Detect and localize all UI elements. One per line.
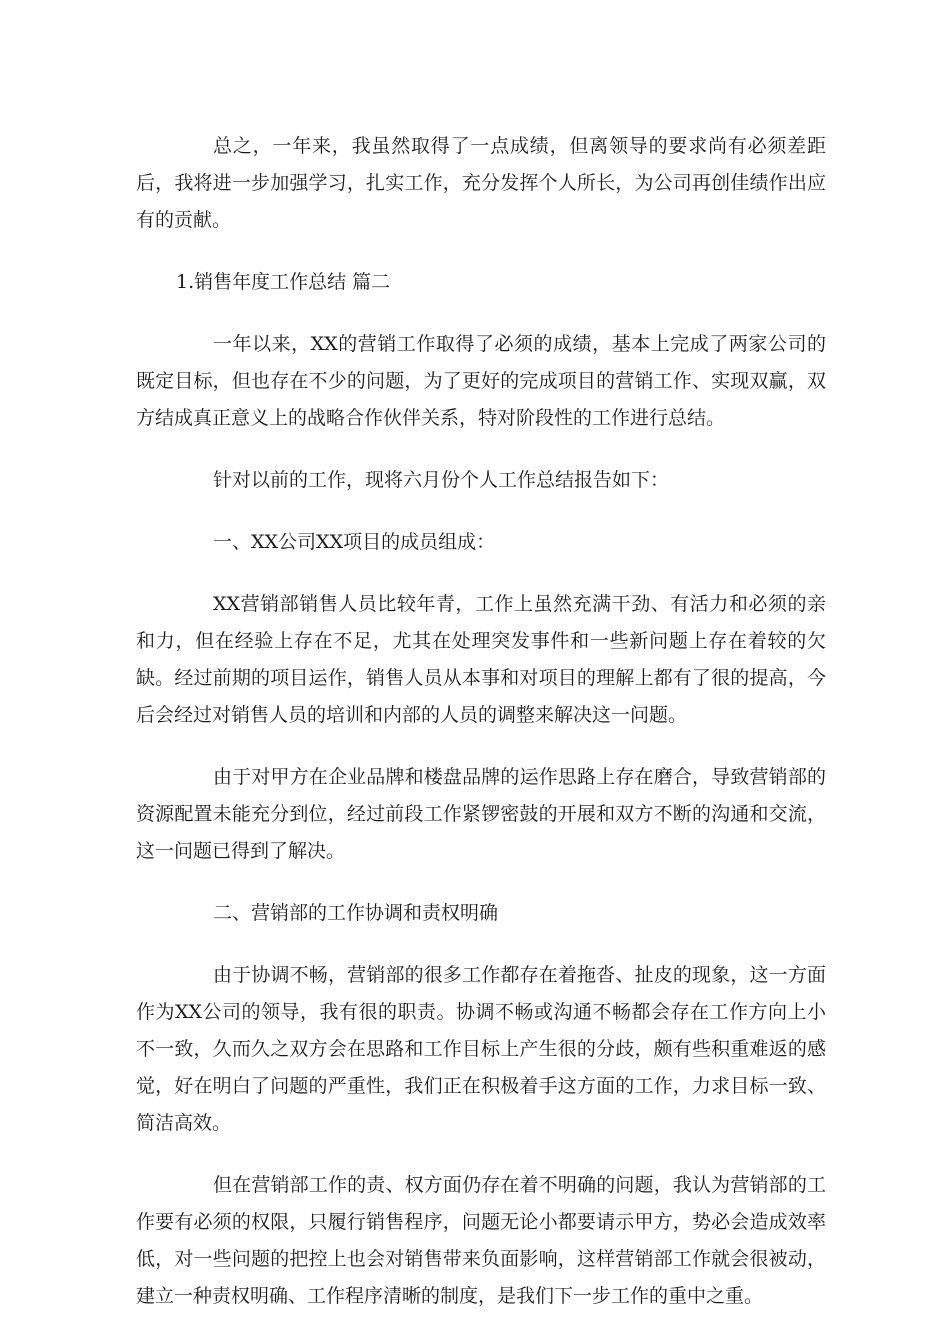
paragraph-coordination: 由于协调不畅，营销部的很多工作都存在着拖沓、扯皮的现象，这一方面作为XX公司的领导，我有很的职责。协调不畅或沟通不畅都会存在工作方向上小不一致，久而久之双方会在思路和工作目标上产生很的分歧，颇有些积重难返的感觉，好在明白了问题的严重性，我们正在积极着手这方面的工作，力求目标一致、简洁高效。 <box>136 964 826 1134</box>
section-heading-two: 二、营销部的工作协调和责权明确 <box>213 902 499 924</box>
paragraph-report-lead: 针对以前的工作，现将六月份个人工作总结报告如下： <box>213 469 670 491</box>
paragraph-resources: 由于对甲方在企业品牌和楼盘品牌的运作思路上存在磨合，导致营销部的资源配置未能充分到位，经过前段工作紧锣密鼓的开展和双方不断的沟通和交流，这一问题已得到了解决。 <box>136 766 826 862</box>
section-heading-one: 一、XX公司XX项目的成员组成： <box>213 531 496 553</box>
document-body <box>136 128 826 1340</box>
paragraph-intro: 一年以来，XX的营销工作取得了必须的成绩，基本上完成了两家公司的既定目标，但也存在不少的问题，为了更好的完成项目的营销工作、实现双赢，双方结成真正意义上的战略合作伙伴关系，特对阶段性的工作进行总结。 <box>136 333 826 429</box>
paragraph-staff: XX营销部销售人员比较年青，工作上虽然充满干劲、有活力和必须的亲和力，但在经验上存在不足，尤其在处理突发事件和一些新问题上存在着较的欠缺。经过前期的项目运作，销售人员从本事和对项目的理解上都有了很的提高，今后会经过对销售人员的培训和内部的人员的调整来解决这一问题。 <box>136 593 826 726</box>
paragraph-conclusion: 总之，一年来，我虽然取得了一点成绩，但离领导的要求尚有必须差距后，我将进一步加强学习，扎实工作，充分发挥个人所长，为公司再创佳绩作出应有的贡献。 <box>136 135 826 231</box>
paragraph-authority: 但在营销部工作的责、权方面仍存在着不明确的问题，我认为营销部的工作要有必须的权限，只履行销售程序，问题无论小都要请示甲方，势必会造成效率低，对一些问题的把控上也会对销售带来负面影响，这样营销部工作就会很被动，建立一种责权明确、工作程序清晰的制度，是我们下一步工作的重中之重。 <box>136 1174 826 1307</box>
section-title-part-two: 1.销售年度工作总结 篇二 <box>176 271 391 293</box>
